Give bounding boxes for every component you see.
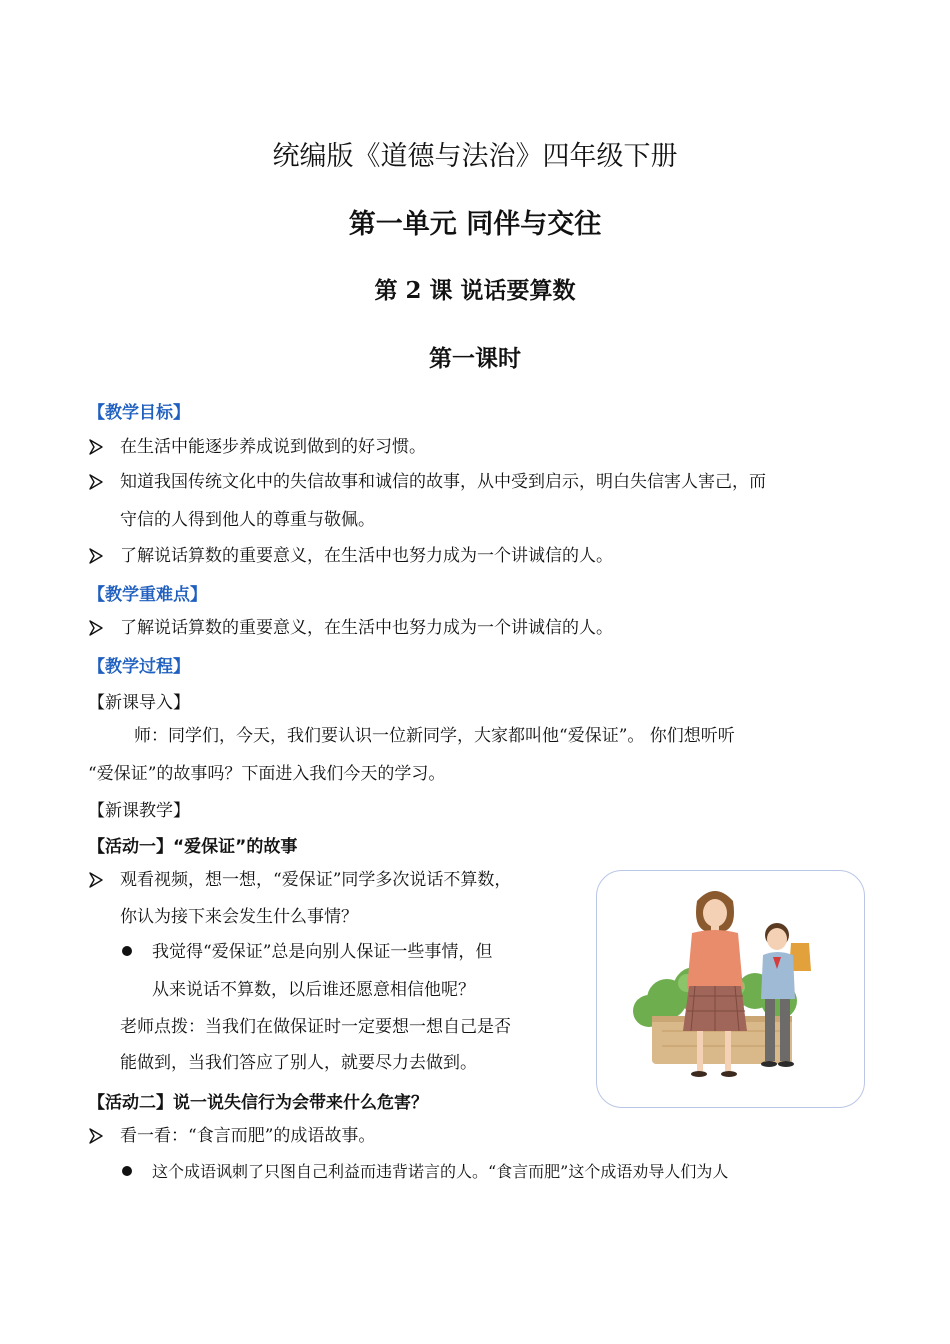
dot-bullet-icon [122, 1166, 132, 1176]
illustration-frame [596, 870, 865, 1108]
activity2-bullet: 看一看：“食言而肥”的成语故事。 [120, 1126, 376, 1146]
goals-heading: 【教学目标】 [88, 403, 190, 423]
arrow-bullet-icon [88, 1128, 104, 1144]
intro-text: “爱保证”的故事吗？下面进入我们今天的学习。 [88, 764, 446, 784]
student-figure [761, 923, 811, 1067]
key-points-heading: 【教学重难点】 [88, 585, 207, 605]
arrow-bullet-icon [88, 620, 104, 636]
key-point-item: 了解说话算数的重要意义，在生活中也努力成为一个讲诚信的人。 [120, 618, 613, 638]
teacher-note: 能做到，当我们答应了别人，就要尽力去做到。 [120, 1053, 477, 1073]
activity1-answer: 我觉得“爱保证”总是向别人保证一些事情，但 [152, 942, 493, 962]
main-title: 统编版《道德与法治》四年级下册 [272, 141, 678, 172]
period-title: 第一课时 [429, 345, 521, 372]
goal-item: 知道我国传统文化中的失信故事和诚信的故事，从中受到启示，明白失信害人害己，而 [120, 472, 766, 492]
activity1-heading: 【活动一】“爱保证”的故事 [88, 837, 298, 857]
goal-item-continued: 守信的人得到他人的尊重与敬佩。 [120, 510, 375, 530]
intro-heading: 【新课导入】 [88, 693, 190, 713]
goal-item: 在生活中能逐步养成说到做到的好习惯。 [120, 437, 426, 457]
activity2-heading: 【活动二】说一说失信行为会带来什么危害？ [88, 1093, 428, 1113]
activity1-question: 你认为接下来会发生什么事情？ [120, 907, 358, 927]
unit-title: 第一单元 同伴与交往 [348, 209, 602, 240]
teaching-heading: 【新课教学】 [88, 801, 190, 821]
activity1-answer: 从来说话不算数，以后谁还愿意相信他呢？ [152, 980, 475, 1000]
goal-item: 了解说话算数的重要意义，在生活中也努力成为一个讲诚信的人。 [120, 546, 613, 566]
arrow-bullet-icon [88, 872, 104, 888]
teacher-note: 老师点拨：当我们在做保证时一定要想一想自己是否 [120, 1017, 511, 1037]
intro-text: 师：同学们，今天，我们要认识一位新同学，大家都叫他“爱保证”。 你们想听听 [134, 726, 735, 746]
arrow-bullet-icon [88, 474, 104, 490]
activity1-question: 观看视频，想一想，“爱保证”同学多次说话不算数， [120, 870, 512, 890]
process-heading: 【教学过程】 [88, 657, 190, 677]
activity2-answer: 这个成语讽刺了只图自己利益而违背诺言的人。“食言而肥”这个成语劝导人们为人 [152, 1162, 729, 1181]
teacher-student-illustration [597, 871, 864, 1107]
lesson-title: 第 2 课 说话要算数 [374, 277, 576, 304]
arrow-bullet-icon [88, 548, 104, 564]
dot-bullet-icon [122, 946, 132, 956]
arrow-bullet-icon [88, 439, 104, 455]
